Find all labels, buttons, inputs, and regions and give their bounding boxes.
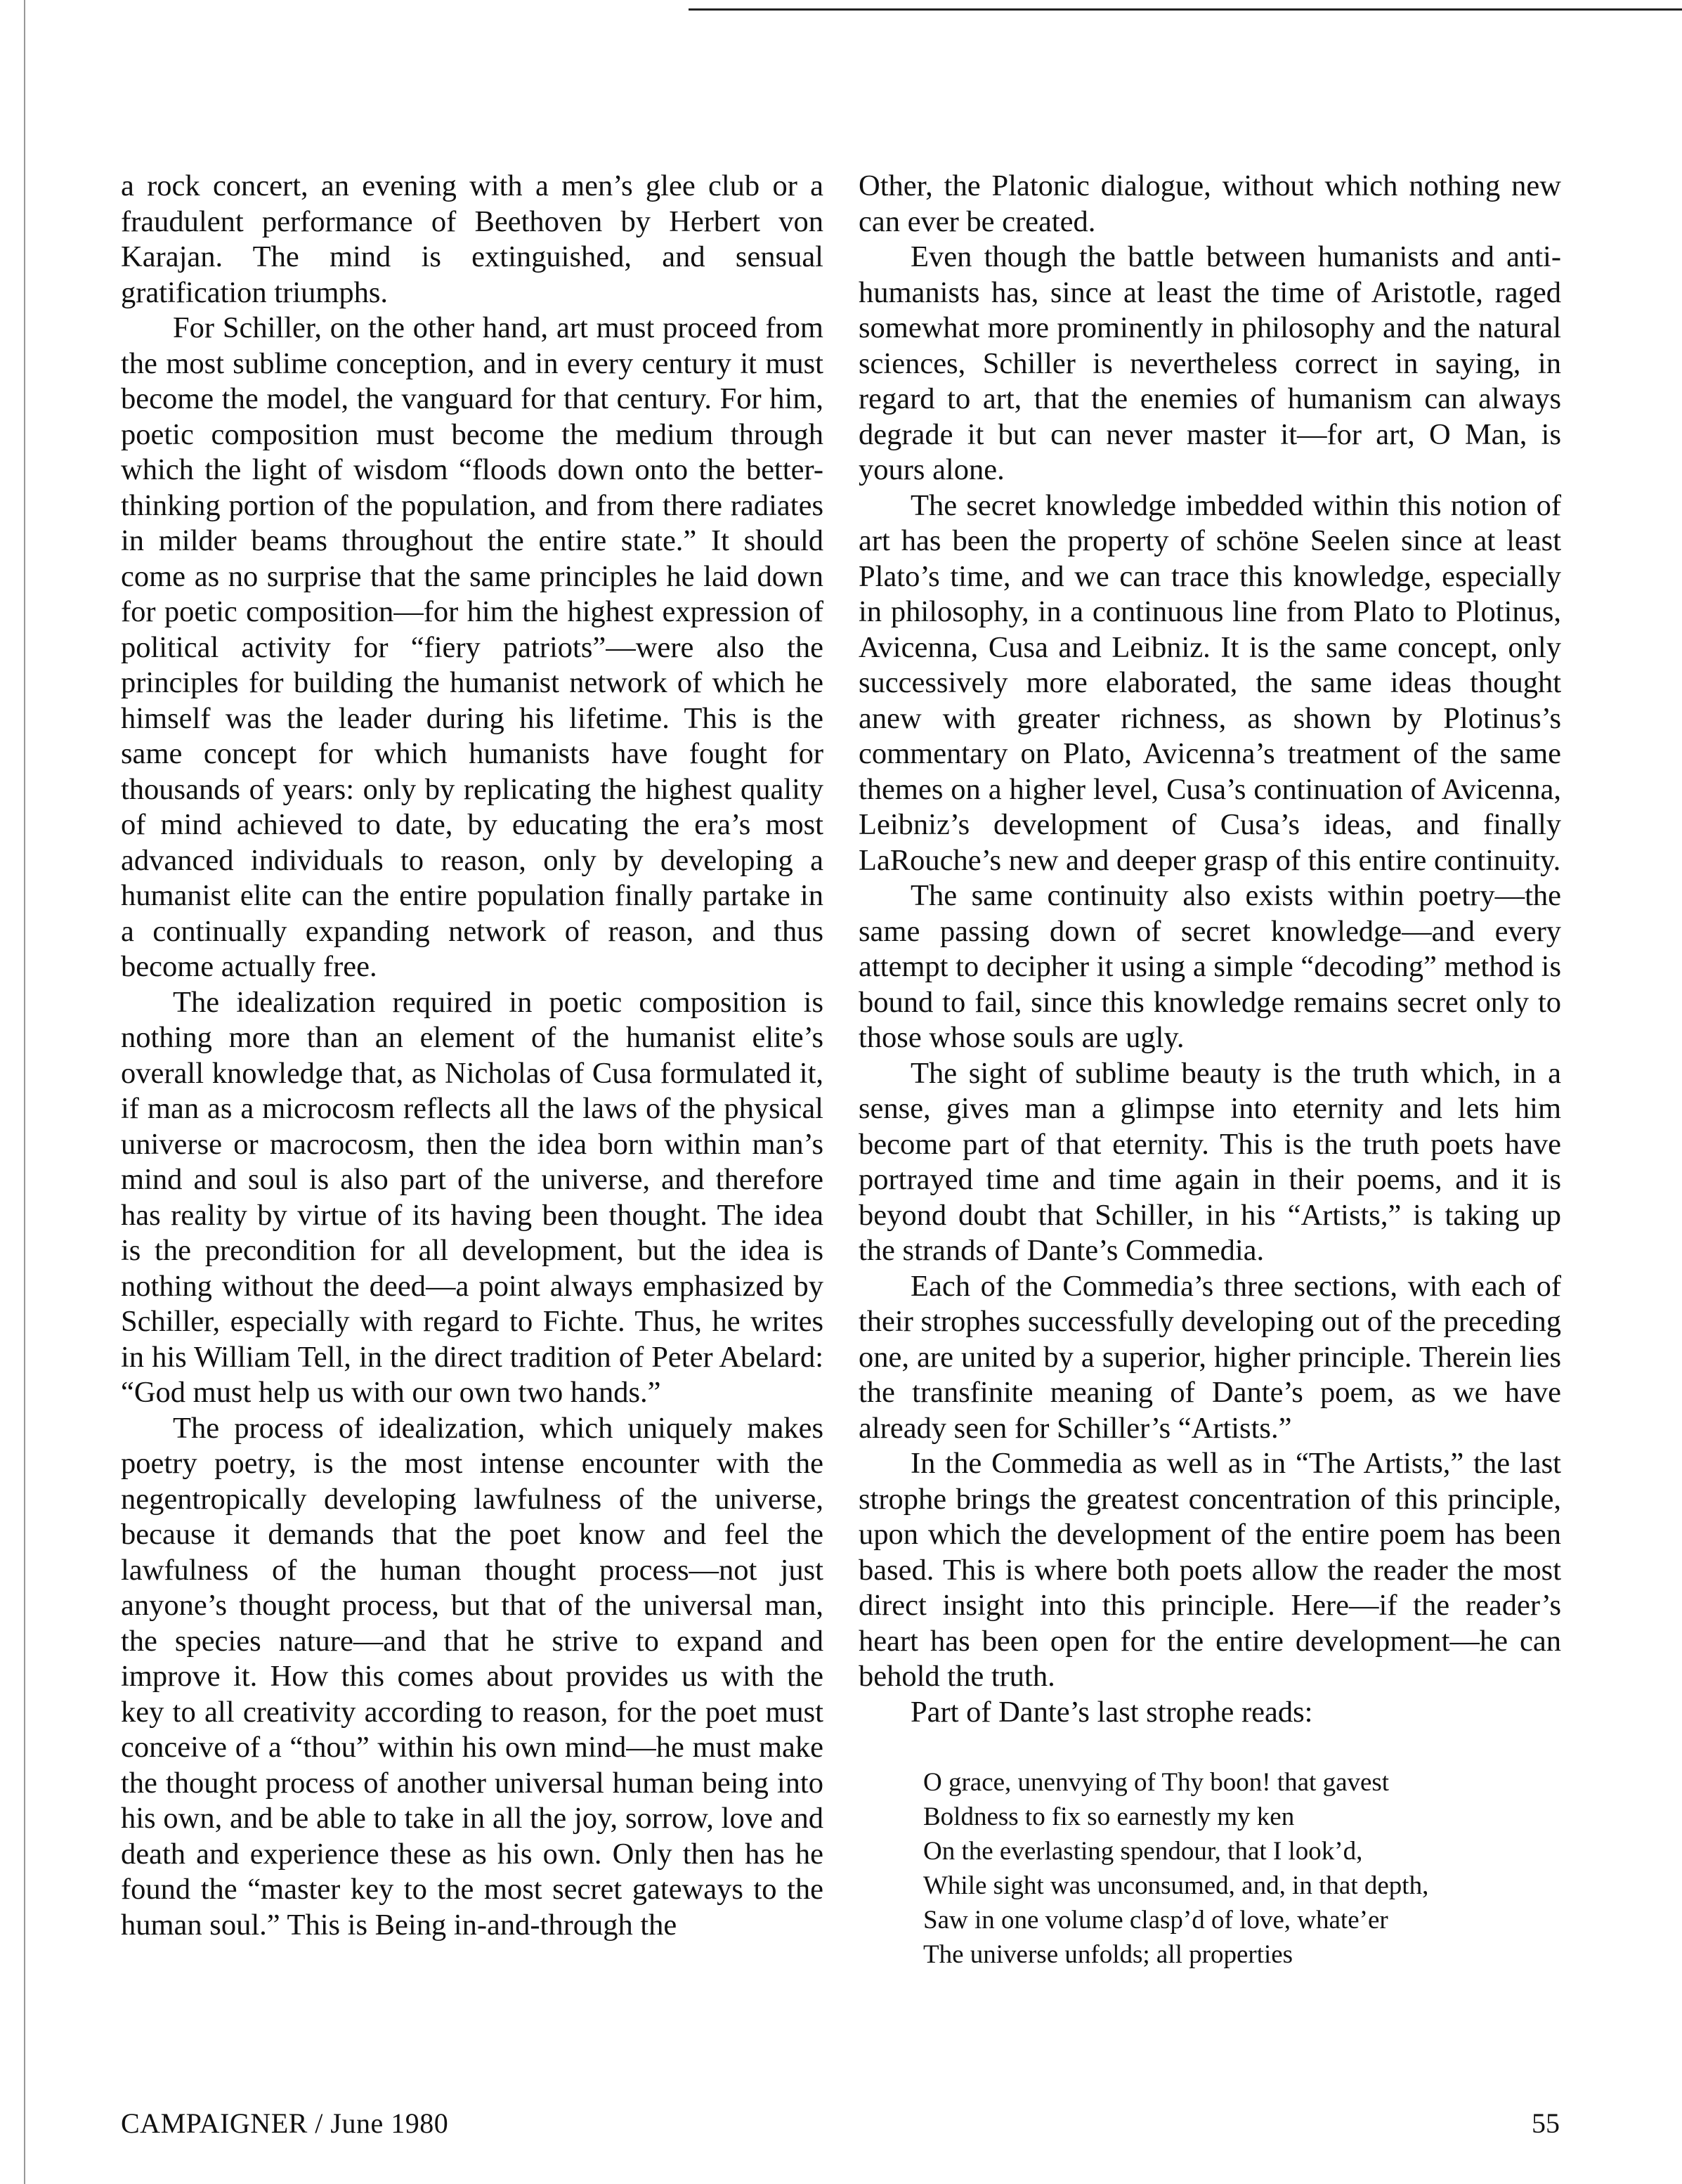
paragraph: The process of idealization, which uniquely makes poetry poetry, is the most intense encounter with the negentropically developing lawfulness of the universe, because it demands that the poet know and feel the lawfulness of the human thought process—not just anyone’s thought process, but that of the universal man, the species nature—and that he strive to expand and improve it. How this comes about provides us with the key to all creativity according to reason, for the poet must conceive of a “thou” within his own mind—he must make the thought process of another universal human being into his own, and be able to take in all the joy, sorrow, love and death and experience these as his own. Only then has he found the “master key to the most secret gateways to the human soul.” This is Being in-and-through the [121,1411,823,1942]
paragraph: The same continuity also exists within poetry—the same passing down of secret knowledge—and every attempt to decipher it using a simple “decoding” method is bound to fail, since this knowledge remains secret only to those whose souls are ugly. [859,879,1561,1054]
footer-publication: CAMPAIGNER / June 1980 [121,2107,449,2139]
left-column [121,169,823,1943]
right-column [859,169,1561,1972]
top-rule [689,8,1682,11]
paragraph: For Schiller, on the other hand, art must proceed from the most sublime conception, and in every century it must become the model, the vanguard for that century. For him, poetic composition must become the medium through which the light of wisdom “floods down onto the better-thinking portion of the population, and from there radiates in milder beams throughout the entire state.” It should come as no surprise that the same principles he laid down for poetic composition—for him the highest expression of political activity for “fiery patriots”—were also the principles for building the humanist network of which he himself was the leader during his lifetime. This is the same concept for which humanists have fought for thousands of years: only by replicating the highest quality of mind achieved to date, by educating the era’s most advanced individuals to reason, only by developing a humanist elite can the entire population finally partake in a continually expanding network of reason, and thus become actually free. [121,311,823,983]
paragraph: The idealization required in poetic composition is nothing more than an element of the humanist elite’s overall knowledge that, as Nicholas of Cusa formulated it, if man as a microcosm reflects all the laws of the physical universe or macrocosm, then the idea born within man’s mind and soul is also part of the universe, and therefore has reality by virtue of its having been thought. The idea is the precondition for all development, but the idea is nothing without the deed—a point always emphasized by Schiller, especially with regard to Fichte. Thus, he writes in his William Tell, in the direct tradition of Peter Abelard: “God must help us with our own two hands.” [121,985,823,1409]
paragraph: In the Commedia as well as in “The Artists,” the last strophe brings the greatest concentration of this principle, upon which the development of the entire poem has been based. This is where both poets allow the reader the most direct insight into this principle. Here—if the reader’s heart has been open for the entire development—he can behold the truth. [859,1447,1561,1693]
paragraph: Even though the battle between humanists and anti-humanists has, since at least the time of Aristotle, raged somewhat more prominently in philosophy and the natural sciences, Schiller is nevertheless correct in saying, in regard to art, that the enemies of humanism can always degrade it but can never master it—for art, O Man, is yours alone. [859,240,1561,486]
paragraph: a rock concert, an evening with a men’s glee club or a fraudulent performance of Beethoven by Herbert von Karajan. The mind is extinguished, and sensual gratification triumphs. [121,169,823,309]
paragraph: The sight of sublime beauty is the truth which, in a sense, gives man a glimpse into eternity and lets him become part of that eternity. This is the truth poets have portrayed time and time again in their poems, and it is beyond doubt that Schiller, in his “Artists,” is taking up the strands of Dante’s Commedia. [859,1056,1561,1267]
verse-line: On the everlasting spendour, that I look’d, [923,1837,1363,1866]
verse-line: The universe unfolds; all properties [923,1940,1293,1969]
paragraph: Part of Dante’s last strophe reads: [911,1695,1313,1729]
verse-line: Saw in one volume clasp’d of love, whate’er [923,1906,1388,1935]
paragraph: Each of the Commedia’s three sections, with each of their strophes successfully developing out of the preceding one, are united by a superior, higher principle. Therein lies the transfinite meaning of Dante’s poem, as we have already seen for Schiller’s “Artists.” [859,1269,1561,1445]
verse-line: O grace, unenvying of Thy boon! that gavest [923,1768,1390,1797]
verse-line: Boldness to fix so earnestly my ken [923,1802,1295,1831]
verse-line: While sight was unconsumed, and, in that depth, [923,1871,1429,1900]
paragraph: The secret knowledge imbedded within this notion of art has been the property of schöne Seelen since at least Plato’s time, and we can trace this knowledge, especially in philosophy, in a continuous line from Plato to Plotinus, Avicenna, Cusa and Leibniz. It is the same concept, only successively more elaborated, the same ideas thought anew with greater richness, as shown by Plotinus’s commentary on Plato, Avicenna’s treatment of the same themes on a higher level, Cusa’s continuation of Avicenna, Leibniz’s development of Cusa’s ideas, and finally LaRouche’s new and deeper grasp of this entire continuity. [859,488,1561,877]
paragraph: Other, the Platonic dialogue, without which nothing new can ever be created. [859,169,1561,238]
verse-quote [859,1765,1561,1972]
page-edge [24,0,25,2184]
page-number: 55 [1532,2107,1560,2139]
